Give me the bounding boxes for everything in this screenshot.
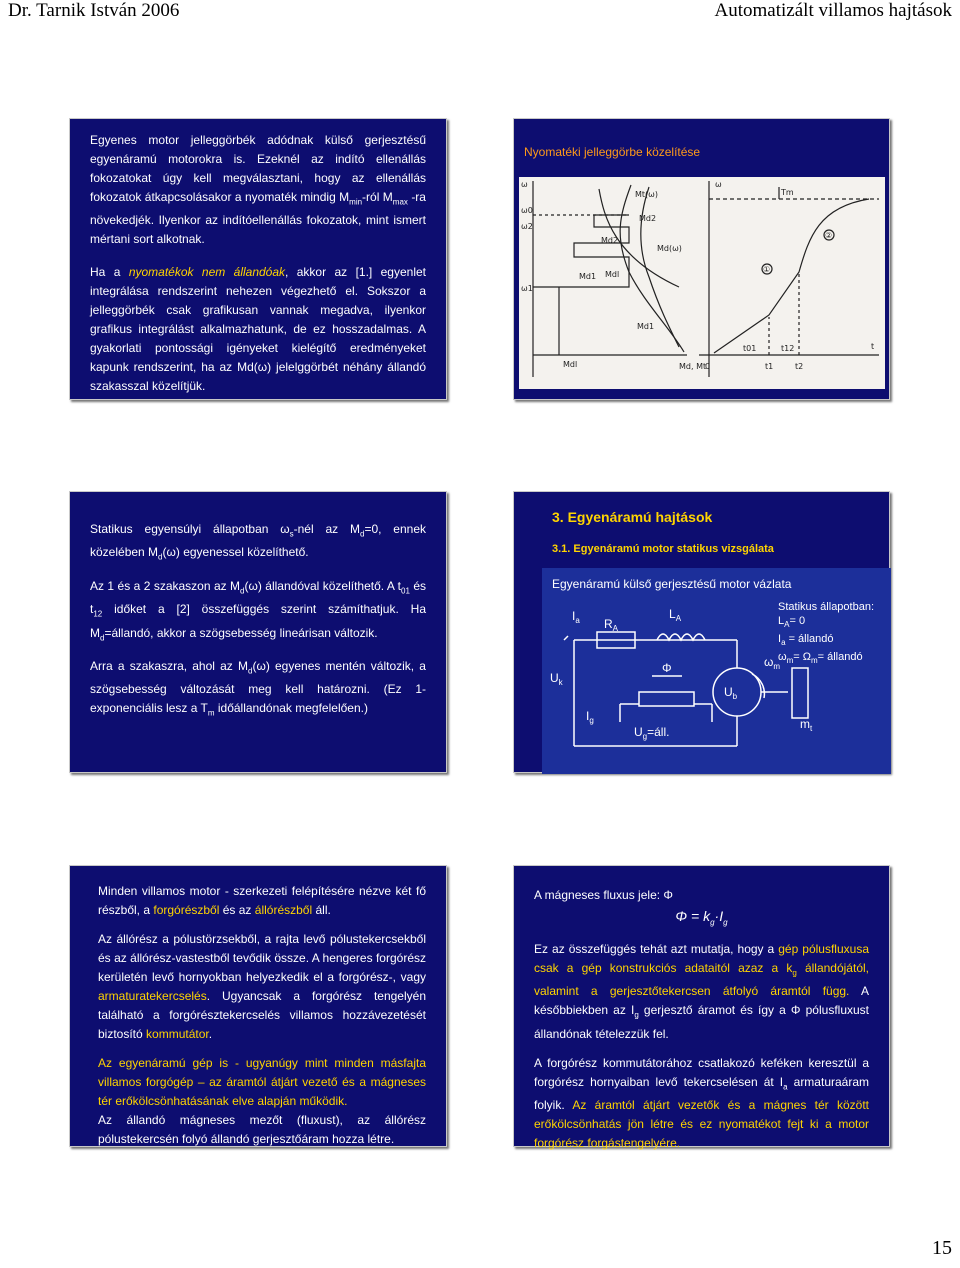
slide-motor-structure xyxy=(69,865,447,1147)
slide1-para2: Ha a nyomatékok nem állandóak, akkor az [1.] egyenlet integrálása rendszerint nehezen végezhető el. Sokszor a jelleggörbék csak grafikusan vannak megadva, ilyenkor grafikus integrálást alkalmazhatunk, de ez hosszadalmas. A gyakorlati pontossági igényeket kielégítő eredményeket kapunk rendszerint, ha az Md(ω) jelelggörbét néhány állandó szakasszal közelítjük. xyxy=(90,265,427,394)
slide6-para3: A forgórész kommutátorához csatlakozó keféken keresztül a forgórész hornyaiban levő tekercselésen át $I_a$ armaturaáram folyik. Az áramtól átjárt vezetők és a mágnes tér között erőkölcsönhatás jön létre és ez nyomatékot fejt ki a motor forgórész forgástengelyére. xyxy=(534,1055,869,1150)
header-course: Automatizált villamos hajtások xyxy=(714,0,952,21)
static-state-box xyxy=(778,600,874,669)
lbl-seg2: ② xyxy=(825,231,833,240)
lbl-uk: $U_k$ xyxy=(550,671,563,687)
slide6-formula: $\Phi = k_g\cdot I_g$ xyxy=(675,908,728,927)
slide6-para2: Ez az összefüggés tehát azt mutatja, hogy a gép pólusfluxusa csak a gép konstrukciós adataitól azaz a $k_g$ állandójától, valamint a gerjesztőtekercsen átfolyó áramtól függ. A későbbiekben az $I_g$ gerjesztő áramot és így a Φ pólusfluxust állandónak tételezzük fel. xyxy=(534,941,869,1041)
slide-torque-approximation xyxy=(513,118,890,400)
slide-magnetic-flux xyxy=(513,865,890,1150)
lbl-omega1: ω1 xyxy=(521,284,533,293)
page-number: 15 xyxy=(932,1237,952,1259)
torque-characteristic-sketch xyxy=(519,177,885,389)
slide5-para4: Az állandó mágneses mezőt (fluxust), az állórész pólustekercsén folyó állandó gerjesztőáram hozza létre. xyxy=(98,1113,426,1146)
lbl-md-mt: Md, Mt xyxy=(679,362,707,371)
lbl-mdl-mid: Mdl xyxy=(605,270,620,279)
slide5-para2: Az állórész a pólustörzsekből, a rajta levő pólustekercsekből és az állórész-vastestből tevődik össze. A hengeres forgórész kerületén levő hornyokban helyezkedik el a forgórész-, vagy armaturatekercselés. Ugyancsak a forgórész tengelyén található a forgórésztekercselés villamos hozzávezetését biztosító kommutátor. xyxy=(98,932,426,1041)
lbl-md1-l: Md1 xyxy=(579,272,597,281)
slide4-subtitle: 3.1. Egyenáramú motor statikus vizsgálata xyxy=(552,543,774,555)
lbl-omega-r: ω xyxy=(715,180,722,189)
static-wm: $\omega_m= \Omega_m=$ állandó xyxy=(778,651,863,666)
lbl-mt: Mt(ω) xyxy=(635,190,658,199)
lbl-wm: $\omega_m$ xyxy=(764,655,781,671)
lbl-ug: $U_g=áll$. xyxy=(634,725,670,741)
lbl-mt: $m_t$ xyxy=(800,717,813,733)
slide4-band-text: Egyenáramú külső gerjesztésű motor vázlata xyxy=(552,577,792,591)
lbl-md1: Md1 xyxy=(637,322,655,331)
lbl-seg1: ① xyxy=(763,265,771,274)
lbl-ub: $U_b$ xyxy=(724,685,738,701)
lbl-md: Md(ω) xyxy=(657,244,682,253)
slide3-para3: Arra a szakaszra, ahol az $M_d(\omega)$ egyenes mentén változik, a szögsebesség változását meg kell határozni. (Ez 1-exponenciális lesz a $T_m$ időállandónak megfelelően.) xyxy=(90,658,426,718)
lbl-md2-r: Md2 xyxy=(639,214,657,223)
header-author: Dr. Tarnik István 2006 xyxy=(8,0,180,21)
static-la: $L_A= 0$ xyxy=(778,615,806,630)
slide-dc-drives xyxy=(513,491,890,773)
lbl-tm: Tm xyxy=(781,188,794,197)
lbl-mdl-bottom: Mdl xyxy=(563,360,578,369)
lbl-t01: t01 xyxy=(743,344,757,353)
lbl-t2: t2 xyxy=(795,362,804,371)
lbl-t1: t1 xyxy=(765,362,774,371)
lbl-ig: $I_g$ xyxy=(586,709,594,725)
slide5-para1: Minden villamos motor - szerkezeti felépítésére nézve két fő részből, a forgórészből és az állórészből áll. xyxy=(98,884,426,917)
lbl-ra: $R_A$ xyxy=(604,617,619,633)
lbl-omega2: ω2 xyxy=(521,222,533,231)
lbl-phi: Φ xyxy=(662,661,672,675)
lbl-md2: Md2 xyxy=(601,236,619,245)
slide-static-equilibrium xyxy=(69,491,447,773)
slide4-title: 3. Egyenáramú hajtások xyxy=(552,509,713,525)
slide5-para3: Az egyenáramú gép is - ugyanúgy mint minden másfajta villamos forgógép – az áramtól átjárt vezető és a mágneses tér erőkölcsönhatásának elve alapján működik. xyxy=(98,1056,426,1108)
slide-straight-characteristics xyxy=(69,118,447,400)
slide6-para1: A mágneses fluxus jele: Φ xyxy=(534,888,673,902)
static-ia: $I_a$ = állandó xyxy=(778,633,834,648)
lbl-la: $L_A$ xyxy=(669,607,682,623)
slide2-title: Nyomatéki jelleggörbe közelítése xyxy=(524,145,701,159)
lbl-omega-l: ω xyxy=(521,180,528,189)
lbl-t: t xyxy=(871,342,875,351)
lbl-t12: t12 xyxy=(781,344,795,353)
static-title: Statikus állapotban: xyxy=(778,601,875,613)
slide1-para1: Egyenes motor jelleggörbék adódnak külső gerjesztésű egyenáramú motorokra is. Ezeknél az indító ellenállás fokozatokat úgy kell megválasztani, hogy az ellenállás fokozatok átkapcsolásakor a nyomaték mindig $M_{min}$-ról $M_{max}$ -ra növekedjék. Ilyenkor az indítóellenállás fokozatok, mint ismert mértani sort alkotnak. xyxy=(90,133,426,247)
lbl-ia: $I_a$ xyxy=(572,609,580,625)
lbl-omega0: ω0 xyxy=(521,206,533,215)
lbl-zero: 0 xyxy=(705,362,711,371)
slide3-para2: Az 1 és a 2 szakaszon az $M_d(\omega)$ állandóval közelíthető. A $t_{01}$ és $t_{12}$ időket a [2] összefüggés szerint számíthatjuk. Ha $M_d=állandó$, akkor a szögsebesség lineárisan változik. xyxy=(90,578,427,642)
slide3-para1: Statikus egyensúlyi állapotban $\omega_s$-nél az $M_d=0$, ennek közelében $M_d(\omega)$ egyenessel közelíthető. xyxy=(90,522,426,562)
